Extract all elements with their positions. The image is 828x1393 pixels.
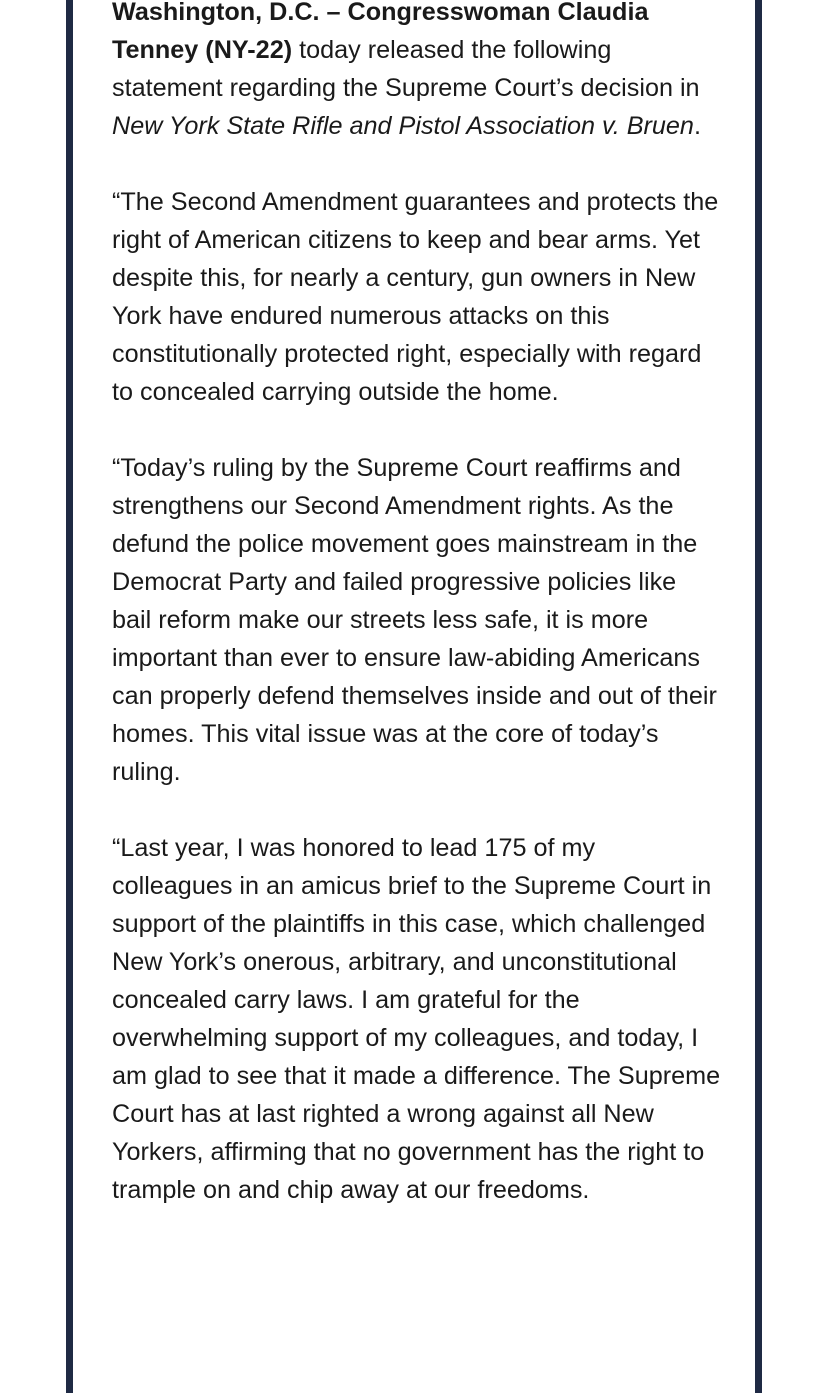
dateline: Washington, D.C. – Congresswoman Claudia Tenney (NY-22) [112, 0, 649, 64]
quote-paragraph-1: “The Second Amendment guarantees and protects the right of American citizens to keep and bear arms. Yet despite this, for nearly a century, gun owners in New York have endured numerous attacks on this constitutionally protected right, especially with regard to concealed carrying outside the home. [112, 188, 719, 406]
quote-paragraph-3: “Last year, I was honored to lead 175 of my colleagues in an amicus brief to the Supreme Court in support of the plaintiffs in this case, which challenged New York’s onerous, arbitrary, and unconstitutional concealed carry laws. I am grateful for the overwhelming support of my colleagues, and today, I am glad to see that it made a difference. The Supreme Court has at last righted a wrong against all New Yorkers, affirming that no government has the right to trample on and chip away at our freedoms. [112, 834, 721, 1204]
intro-paragraph [112, 0, 722, 145]
intro-text: today released the following statement regarding the Supreme Court’s decision in [112, 36, 700, 102]
case-name: New York State Rifle and Pistol Association v. Bruen [112, 112, 694, 140]
left-border-rule [66, 0, 73, 1393]
quote-paragraph-2: “Today’s ruling by the Supreme Court reaffirms and strengthens our Second Amendment rights. As the defund the police movement goes mainstream in the Democrat Party and failed progressive policies like bail reform make our streets less safe, it is more important than ever to ensure law-abiding Americans can properly defend themselves inside and out of their homes. This vital issue was at the core of today’s ruling. [112, 454, 717, 786]
statement-body [112, 0, 722, 1209]
intro-end: . [693, 112, 701, 140]
right-border-rule [755, 0, 762, 1393]
